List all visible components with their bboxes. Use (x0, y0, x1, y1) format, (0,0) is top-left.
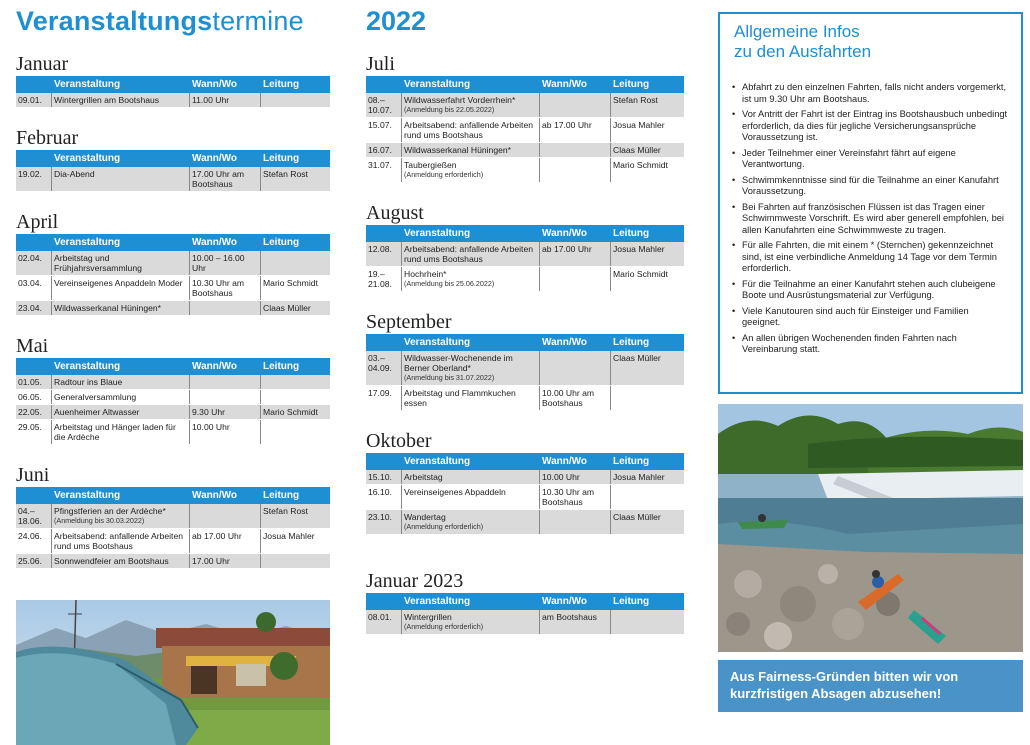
row-when: 10.00 Uhr (540, 470, 611, 484)
row-event (402, 386, 540, 410)
table-row (16, 167, 330, 192)
table-row (366, 510, 684, 535)
row-event (402, 93, 540, 117)
table-header (366, 453, 684, 470)
row-date: 04.– 18.06. (16, 504, 52, 528)
row-event-text: Hochrhein* (404, 269, 447, 279)
table-row (366, 158, 684, 183)
row-lead (261, 420, 330, 444)
row-lead: Josua Mahler (613, 472, 665, 482)
row-event (52, 405, 190, 419)
row-date: 03.– 04.09. (366, 351, 402, 385)
table-header-when: Wann/Wo (542, 596, 587, 607)
table-header-when: Wann/Wo (192, 237, 237, 248)
row-when: 17.00 Uhr (190, 554, 261, 568)
row-event-text: Sonnwendfeier am Bootshaus (54, 556, 169, 566)
table-header-event: Veranstaltung (54, 490, 121, 501)
row-lead (261, 93, 330, 107)
row-event-note: (Anmeldung bis 25.06.2022) (404, 279, 495, 288)
table-row (16, 529, 330, 554)
kayak-river-photo (718, 404, 1023, 652)
row-event (52, 390, 190, 404)
row-lead: Claas Müller (263, 303, 311, 313)
row-event (52, 93, 190, 107)
table-row (16, 93, 330, 108)
month-title: Januar (16, 53, 69, 75)
row-when (540, 351, 611, 385)
row-event-text: Wandertag (404, 512, 446, 522)
row-date: 03.04. (16, 276, 52, 300)
row-event-text: Auenheimer Altwasser (54, 407, 140, 417)
row-event-note: (Anmeldung erforderlich) (404, 522, 484, 531)
month-section (366, 201, 684, 292)
row-when (190, 375, 261, 389)
table-header-lead: Leitung (613, 596, 650, 607)
row-event-text: Arbeitsabend: anfallende Arbeiten rund ums Bootshaus (54, 531, 184, 551)
row-event-note: (Anmeldung bis 31.07.2022) (404, 373, 495, 382)
info-title-line1: Allgemeine Infos (734, 22, 860, 41)
row-when (540, 158, 611, 182)
row-event-text: Pfingstferien an der Ardèche* (54, 506, 166, 516)
table-header-event: Veranstaltung (404, 337, 471, 348)
info-item: • Vor Antritt der Fahrt ist der Eintrag ins Bootshausbuch unbedingt erforderlich, da dies für jegliche Versicherungsansprüche Voraussetzung ist. (732, 109, 1009, 144)
info-item: • Schwimmkenntnisse sind für die Teilnahme an einer Kanufahrt Voraussetzung. (732, 175, 1009, 198)
row-when (540, 510, 611, 534)
row-lead: Mario Schmidt (613, 160, 668, 170)
table-row (366, 351, 684, 386)
row-event-text: Wildwasser-Wochenende im Berner Oberland* (404, 353, 513, 373)
info-item: • Abfahrt zu den einzelnen Fahrten, falls nicht anders vorgemerkt, ist um 9.30 Uhr am Bootshaus. (732, 82, 1009, 105)
table-header-lead: Leitung (263, 361, 300, 372)
table-row (16, 390, 330, 405)
table-header-when: Wann/Wo (542, 228, 587, 239)
table-header (16, 358, 330, 375)
table-header-lead: Leitung (613, 456, 650, 467)
row-when: 10.00 Uhr am Bootshaus (540, 386, 611, 410)
info-item: • Viele Kanutouren sind auch für Einsteiger und Familien geeignet. (732, 306, 1009, 329)
table-row (16, 301, 330, 316)
row-when (190, 301, 261, 315)
month-title: Juli (366, 53, 395, 75)
table-header-spacer (366, 334, 402, 351)
row-date: 25.06. (16, 554, 52, 568)
table-header-when: Wann/Wo (542, 456, 587, 467)
table-header-when: Wann/Wo (192, 79, 237, 90)
month-section (16, 334, 330, 445)
table-header-lead: Leitung (613, 337, 650, 348)
row-event-text: Arbeitsabend: anfallende Arbeiten rund ums Bootshaus (404, 120, 534, 140)
month-title: April (16, 211, 59, 233)
row-event (52, 554, 190, 568)
row-when: am Bootshaus (540, 610, 611, 634)
row-event (52, 167, 190, 191)
table-row (366, 470, 684, 485)
table-header (16, 150, 330, 167)
row-event-text: Taubergießen (404, 160, 457, 170)
row-event (402, 510, 540, 534)
row-date: 09.01. (16, 93, 52, 107)
row-lead: Josua Mahler (263, 531, 315, 541)
row-event (402, 158, 540, 182)
table-row (16, 276, 330, 301)
row-event (402, 470, 540, 484)
row-event-text: Wildwasserkanal Hüningen* (54, 303, 161, 313)
row-date: 15.10. (366, 470, 402, 484)
table-row (16, 405, 330, 420)
row-event (52, 504, 190, 528)
info-item: • Für alle Fahrten, die mit einem * (Sternchen) gekennzeichnet sind, ist eine verbindliche Anmeldung 14 Tage vor dem Termin erforderlich. (732, 240, 1009, 275)
row-date: 24.06. (16, 529, 52, 553)
row-event (52, 529, 190, 553)
row-event-text: Dia-Abend (54, 169, 95, 179)
row-lead: Stefan Rost (263, 169, 308, 179)
month-title: Februar (16, 127, 79, 149)
table-row (366, 118, 684, 143)
title-light: termine (212, 6, 304, 36)
row-event-note: (Anmeldung bis 22.05.2022) (404, 105, 495, 114)
row-event (52, 375, 190, 389)
row-lead: Stefan Rost (263, 506, 308, 516)
row-date: 22.05. (16, 405, 52, 419)
row-when: 10.00 Uhr (190, 420, 261, 444)
row-lead: Stefan Rost (613, 95, 658, 105)
row-lead (261, 251, 330, 275)
month-section (366, 52, 684, 183)
table-row (366, 386, 684, 411)
table-header (366, 334, 684, 351)
row-event-note: (Anmeldung erforderlich) (404, 622, 484, 631)
table-header-spacer (366, 225, 402, 242)
row-event-text: Generalversammlung (54, 392, 137, 402)
info-list (732, 82, 1009, 356)
table-header-event: Veranstaltung (404, 596, 471, 607)
row-lead (261, 554, 330, 568)
row-event (52, 301, 190, 315)
row-date: 29.05. (16, 420, 52, 444)
month-section (16, 126, 330, 192)
table-row (16, 504, 330, 529)
month-title: Januar 2023 (366, 570, 464, 592)
title-bold: Veranstaltungs (16, 6, 213, 36)
row-event-text: Wildwasserkanal Hüningen* (404, 145, 511, 155)
table-header-spacer (16, 150, 52, 167)
row-date: 08.01. (366, 610, 402, 634)
row-when (190, 504, 261, 528)
row-when: ab 17.00 Uhr (190, 529, 261, 553)
row-date: 23.04. (16, 301, 52, 315)
row-when: ab 17.00 Uhr (540, 242, 611, 266)
row-event-text: Wintergrillen am Bootshaus (54, 95, 160, 105)
page-title (16, 6, 304, 37)
row-lead (611, 386, 684, 410)
table-row (366, 242, 684, 267)
row-when: 11.00 Uhr (190, 93, 261, 107)
table-row (366, 143, 684, 158)
row-date: 31.07. (366, 158, 402, 182)
row-event (402, 485, 540, 509)
row-date: 16.10. (366, 485, 402, 509)
table-header (366, 76, 684, 93)
table-row (366, 93, 684, 118)
row-event-text: Arbeitstag und Flammkuchen essen (404, 388, 516, 408)
row-event-text: Arbeitsabend: anfallende Arbeiten rund ums Bootshaus (404, 244, 534, 264)
row-event (402, 610, 540, 634)
row-lead: Mario Schmidt (263, 278, 318, 288)
table-row (366, 267, 684, 292)
row-event-text: Wintergrillen (404, 612, 452, 622)
row-lead: Claas Müller (613, 353, 661, 363)
month-section (16, 463, 330, 569)
table-header-lead: Leitung (263, 153, 300, 164)
row-lead (261, 390, 330, 404)
row-event (402, 242, 540, 266)
table-header (16, 234, 330, 251)
row-event (402, 118, 540, 142)
info-item: • Bei Fahrten auf französischen Flüssen ist das Tragen einer Schwimmweste Vorschrift. Es wird aber generell empfohlen, bei allen Kanufahrten eine Schwimmweste zu tragen. (732, 202, 1009, 237)
table-header-lead: Leitung (263, 79, 300, 90)
year-title: 2022 (366, 6, 427, 36)
month-section (16, 210, 330, 316)
table-header-when: Wann/Wo (192, 361, 237, 372)
row-date: 23.10. (366, 510, 402, 534)
table-header (16, 76, 330, 93)
month-section (16, 52, 330, 108)
row-when: 10.30 Uhr am Bootshaus (540, 485, 611, 509)
table-header-spacer (16, 487, 52, 504)
info-box (718, 12, 1023, 394)
table-header-spacer (16, 234, 52, 251)
month-title: Juni (16, 464, 50, 486)
row-when: 9.30 Uhr (190, 405, 261, 419)
row-event (52, 276, 190, 300)
row-when: ab 17.00 Uhr (540, 118, 611, 142)
row-event-text: Radtour ins Blaue (54, 377, 123, 387)
table-header-lead: Leitung (613, 228, 650, 239)
row-date: 08.– 10.07. (366, 93, 402, 117)
row-lead: Mario Schmidt (613, 269, 668, 279)
month-title: Oktober (366, 430, 432, 452)
table-header-event: Veranstaltung (54, 153, 121, 164)
kayak-river-illustration (718, 404, 1023, 652)
fairness-notice: Aus Fairness-Gründen bitten wir von kurzfristigen Absagen abzusehen! (718, 660, 1023, 712)
table-header-event: Veranstaltung (404, 79, 471, 90)
row-event (402, 351, 540, 385)
row-event (402, 143, 540, 157)
row-event-text: Arbeitstag und Frühjahrsversammlung (54, 253, 142, 273)
row-date: 15.07. (366, 118, 402, 142)
table-header-when: Wann/Wo (192, 153, 237, 164)
table-row (366, 485, 684, 510)
month-section (366, 429, 684, 535)
row-when (540, 93, 611, 117)
row-when: 10.00 – 16.00 Uhr (190, 251, 261, 275)
info-title (734, 22, 1009, 62)
row-lead: Mario Schmidt (263, 407, 318, 417)
table-row (16, 251, 330, 276)
row-lead: Claas Müller (613, 145, 661, 155)
row-event-note: (Anmeldung erforderlich) (404, 170, 484, 179)
row-date: 01.05. (16, 375, 52, 389)
row-event-text: Wildwasserfahrt Vorderrhein* (404, 95, 516, 105)
row-date: 17.09. (366, 386, 402, 410)
row-lead: Claas Müller (613, 512, 661, 522)
table-header-spacer (366, 76, 402, 93)
row-when (190, 390, 261, 404)
table-header-lead: Leitung (263, 490, 300, 501)
table-header-event: Veranstaltung (54, 79, 121, 90)
schedule-left-column (16, 52, 330, 569)
month-title: Mai (16, 335, 49, 357)
row-date: 12.08. (366, 242, 402, 266)
row-date: 19.02. (16, 167, 52, 191)
row-when: 17.00 Uhr am Bootshaus (190, 167, 261, 191)
camping-photo (16, 600, 330, 745)
row-event (52, 420, 190, 444)
table-header-when: Wann/Wo (542, 337, 587, 348)
month-section (366, 310, 684, 411)
table-row (366, 610, 684, 635)
row-event (52, 251, 190, 275)
table-header-lead: Leitung (263, 237, 300, 248)
table-row (16, 375, 330, 390)
table-header-spacer (16, 358, 52, 375)
table-header-spacer (16, 76, 52, 93)
table-header (366, 225, 684, 242)
row-event-text: Vereinseigenes Anpaddeln Moder (54, 278, 183, 288)
camping-photo-illustration (16, 600, 330, 745)
month-section (366, 569, 684, 635)
table-header-event: Veranstaltung (54, 361, 121, 372)
table-row (16, 554, 330, 569)
row-lead (261, 375, 330, 389)
row-lead: Josua Mahler (613, 120, 665, 130)
row-date: 16.07. (366, 143, 402, 157)
table-header-spacer (366, 593, 402, 610)
row-when (540, 267, 611, 291)
info-item: • An allen übrigen Wochenenden finden Fahrten nach Vereinbarung statt. (732, 333, 1009, 356)
table-row (16, 420, 330, 445)
table-header-event: Veranstaltung (404, 228, 471, 239)
table-header-event: Veranstaltung (54, 237, 121, 248)
row-lead: Josua Mahler (613, 244, 665, 254)
row-date: 02.04. (16, 251, 52, 275)
row-lead (611, 485, 684, 509)
table-header (366, 593, 684, 610)
table-header-lead: Leitung (613, 79, 650, 90)
info-item: • Jeder Teilnehmer einer Vereinsfahrt fährt auf eigene Verantwortung. (732, 148, 1009, 171)
row-event-text: Arbeitstag und Hänger laden für die Ardèche (54, 422, 176, 442)
table-header-spacer (366, 453, 402, 470)
table-header-when: Wann/Wo (192, 490, 237, 501)
month-title: August (366, 202, 424, 224)
row-when: 10.30 Uhr am Bootshaus (190, 276, 261, 300)
row-date: 06.05. (16, 390, 52, 404)
month-title: September (366, 311, 452, 333)
schedule-middle-column (366, 52, 684, 635)
info-item: • Für die Teilnahme an einer Kanufahrt stehen auch clubeigene Boote und Ausrüstungsmaterial zur Verfügung. (732, 279, 1009, 302)
row-event (402, 267, 540, 291)
table-header (16, 487, 330, 504)
row-date: 19.– 21.08. (366, 267, 402, 291)
row-event-text: Vereinseigenes Abpaddeln (404, 487, 506, 497)
table-header-when: Wann/Wo (542, 79, 587, 90)
table-header-event: Veranstaltung (404, 456, 471, 467)
info-title-line2: zu den Ausfahrten (734, 42, 872, 61)
row-when (540, 143, 611, 157)
row-event-note: (Anmeldung bis 30.03.2022) (54, 516, 145, 525)
row-event-text: Arbeitstag (404, 472, 443, 482)
row-lead (611, 610, 684, 634)
